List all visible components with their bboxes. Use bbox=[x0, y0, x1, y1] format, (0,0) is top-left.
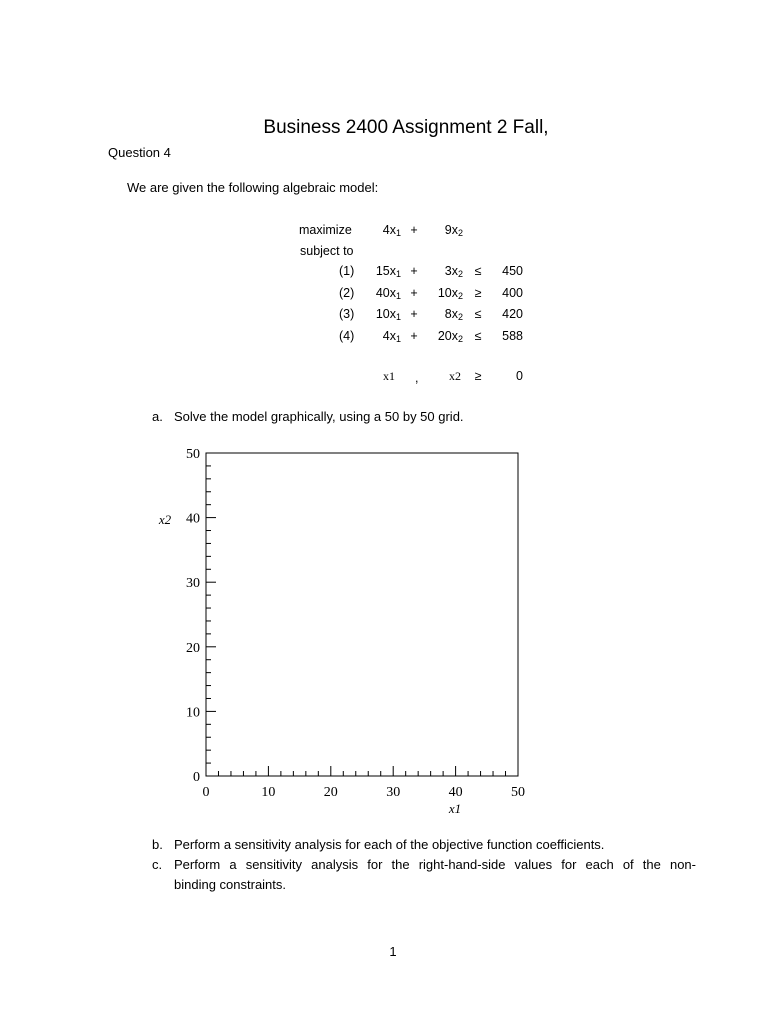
x-tick-label: 10 bbox=[261, 785, 276, 800]
nonneg-separator: , bbox=[415, 371, 419, 385]
task-c-text-line2: binding constraints. bbox=[174, 877, 287, 892]
constraint-term-1: $10x_1$ bbox=[375, 307, 401, 322]
y-axis-label: x2 bbox=[158, 512, 172, 527]
nonneg-var-2: x2 bbox=[449, 369, 461, 383]
x-tick-label: 50 bbox=[511, 785, 525, 800]
page-number: 1 bbox=[389, 944, 397, 959]
constraint-operator: + bbox=[410, 307, 418, 321]
y-tick-label: 50 bbox=[186, 447, 200, 462]
y-tick-label: 0 bbox=[193, 770, 200, 785]
constraint-term-2: $8x_2$ bbox=[444, 307, 463, 322]
constraint-term-2: $3x_2$ bbox=[444, 264, 463, 279]
x-tick-label: 0 bbox=[202, 785, 210, 800]
constraint-number: (1) bbox=[339, 264, 355, 278]
task-a-text: Solve the model graphically, using a 50 by 50 grid. bbox=[174, 409, 464, 424]
constraint-term-2: $20x_2$ bbox=[437, 329, 463, 344]
constraint-term-2: $10x_2$ bbox=[437, 286, 463, 301]
subject-to-label: subject to bbox=[300, 244, 354, 258]
constraint-relation: ≥ bbox=[474, 286, 482, 300]
x-tick-label: 20 bbox=[323, 785, 338, 800]
x-tick-label: 40 bbox=[448, 785, 463, 800]
constraint-term-1: $15x_1$ bbox=[375, 264, 401, 279]
objective-operator: + bbox=[410, 223, 418, 237]
document-title: Business 2400 Assignment 2 Fall, bbox=[263, 117, 549, 138]
constraint-number: (3) bbox=[339, 307, 355, 321]
constraint-rhs: 420 bbox=[502, 307, 523, 321]
intro-text: We are given the following algebraic model: bbox=[127, 180, 379, 195]
y-tick-label: 10 bbox=[186, 705, 200, 721]
y-tick-label: 20 bbox=[186, 640, 200, 656]
constraint-term-1: $40x_1$ bbox=[375, 286, 401, 301]
question-label: Question 4 bbox=[108, 145, 171, 160]
constraint-operator: + bbox=[410, 329, 418, 343]
objective-term-2: $9x_2$ bbox=[444, 223, 463, 238]
constraint-rhs: 400 bbox=[502, 286, 523, 300]
task-a-marker: a. bbox=[152, 409, 163, 424]
constraint-term-1: $4x_1$ bbox=[382, 329, 401, 344]
constraint-rhs: 450 bbox=[502, 264, 523, 278]
objective-label: maximize bbox=[299, 223, 352, 237]
constraint-rhs: 588 bbox=[502, 329, 523, 343]
constraint-operator: + bbox=[410, 264, 418, 278]
graph-grid bbox=[150, 440, 550, 820]
task-b-marker: b. bbox=[152, 837, 163, 852]
x-tick-label: 30 bbox=[386, 785, 401, 800]
constraint-relation: ≤ bbox=[474, 264, 482, 278]
plot-frame bbox=[206, 453, 518, 776]
x-axis-label: x1 bbox=[448, 801, 462, 816]
nonneg-rhs: 0 bbox=[516, 369, 523, 383]
task-c-text-line1: Perform a sensitivity analysis for the right-hand-side values for each of the non- bbox=[174, 857, 696, 872]
constraint-number: (4) bbox=[339, 329, 355, 343]
task-c-marker: c. bbox=[152, 857, 163, 872]
constraint-relation: ≤ bbox=[474, 329, 482, 343]
y-tick-label: 30 bbox=[186, 576, 200, 592]
nonneg-relation: ≥ bbox=[474, 369, 482, 383]
constraint-operator: + bbox=[410, 286, 418, 300]
constraint-relation: ≤ bbox=[474, 307, 482, 321]
objective-term-1: $4x_1$ bbox=[382, 223, 401, 238]
task-b-text: Perform a sensitivity analysis for each of the objective function coefficients. bbox=[174, 837, 605, 852]
constraint-number: (2) bbox=[339, 286, 355, 300]
nonneg-var-1: x1 bbox=[383, 369, 395, 383]
y-tick-label: 40 bbox=[186, 511, 200, 527]
